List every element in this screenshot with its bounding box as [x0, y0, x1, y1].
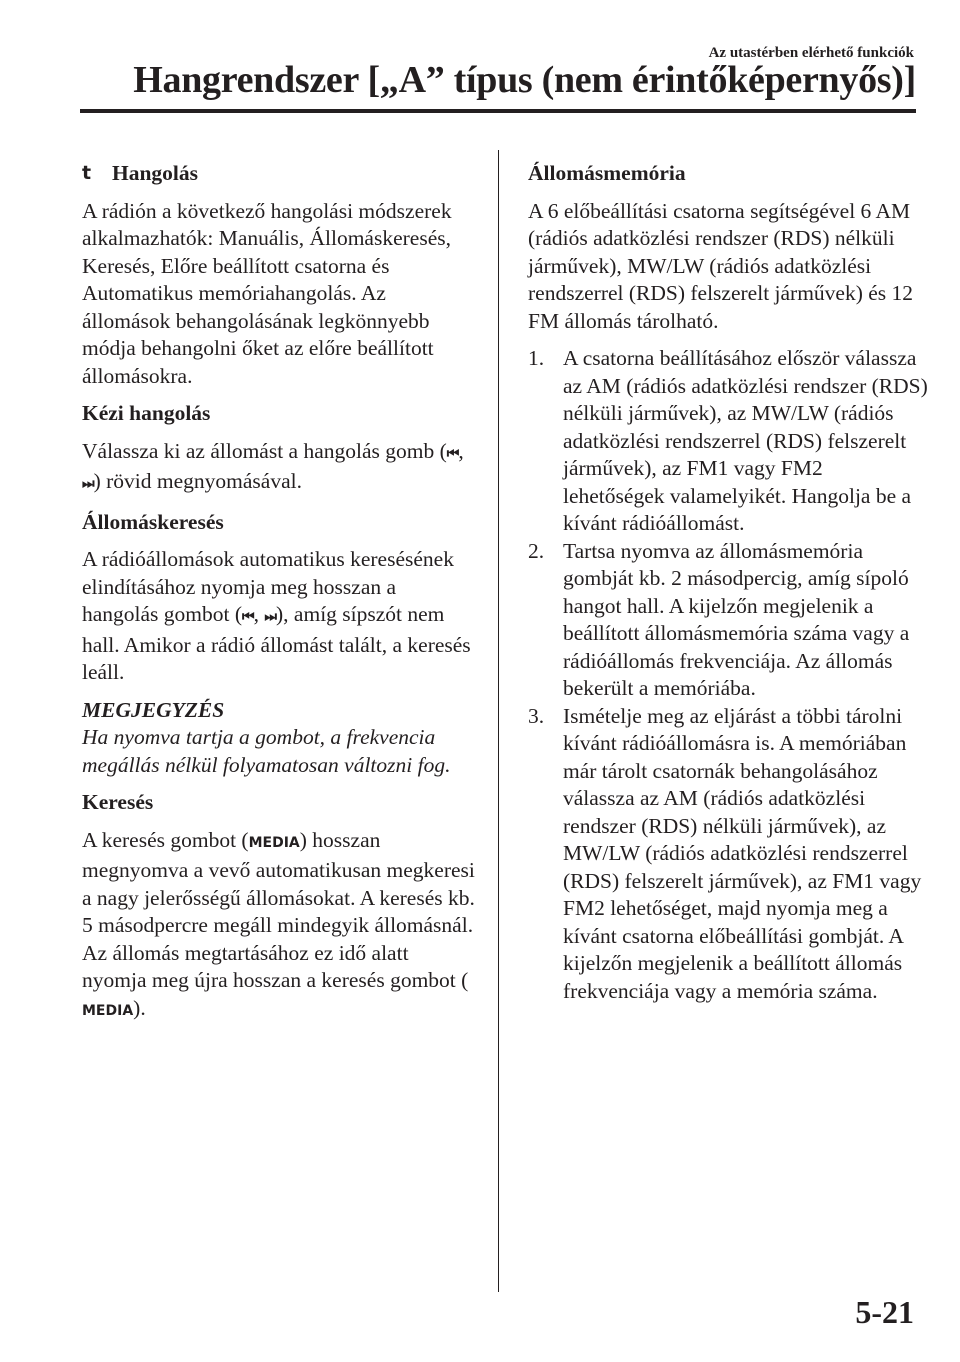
- scan-text-before: A keresés gombot (: [82, 827, 249, 852]
- scan-heading: Keresés: [82, 790, 154, 814]
- media-button-icon: MEDIA: [248, 834, 300, 851]
- station-memory-heading: Állomásmemória: [528, 161, 686, 185]
- media-button-icon: MEDIA: [82, 1002, 134, 1019]
- list-item: [528, 703, 928, 1006]
- right-column: [528, 160, 928, 1005]
- station-memory-intro: A 6 előbeállítási csatorna segítségével 6 AM (rádiós adatközlési rendszer (RDS) nélküli járművek), MW/LW (rádiós adatközlési rendszerrel (RDS) felszerelt járművek) és 12 FM állomás tárolható.: [528, 198, 914, 333]
- list-item: [528, 538, 928, 703]
- bullet-marker-icon: t: [82, 162, 92, 184]
- step-text: A csatorna beállításához először válassza az AM (rádiós adatközlési rendszer (RDS) nélküli járművek), az MW/LW (rádiós adatközlési rendszerrel (RDS) felszerelt járművek), az FM1 vagy FM2 lehetőségek valamelyikét. Hangolja be a kívánt rádióállomást.: [563, 346, 928, 535]
- section-heading-text: Hangolás: [112, 161, 199, 185]
- seek-text-before: A rádióállomások automatikus keresésének elindításához nyomja meg hosszan a hangolás gombot (: [82, 547, 454, 626]
- seek-text: [82, 546, 477, 687]
- step-number: 2.: [528, 538, 545, 563]
- section-heading-tuning: [82, 160, 477, 188]
- left-column: [82, 160, 477, 1035]
- section-label: Az utastérben elérhető funkciók: [708, 45, 914, 61]
- header-rule: [80, 109, 916, 113]
- scan-text-middle: ) hosszan megnyomva a vevő automatikusan megkeresi a nagy jelerősségű állomásokat. A keresés kb. 5 másodpercre megáll mindegyik állomásnál. Az állomás megtartásához ez idő alatt nyomja meg újra hosszan a keresés gombot (: [82, 827, 475, 992]
- step-text: Ismételje meg az eljárást a többi tárolni kívánt rádióállomásra is. A memóriában már tárolt csatornák behangolásához válassza az AM (rádiós adatközlési rendszer (RDS) nélküli járművek), az MW/LW (rádiós adatközlési rendszerrel (RDS) felszerelt járművek), az FM1 vagy FM2 lehetőséget, majd nyomja meg a kívánt csatorna előbeállítási gombját. A kijelzőn megjelenik a beállított állomás frekvenciája vagy a memória száma.: [563, 703, 922, 1003]
- separator: ,: [253, 602, 265, 626]
- seek-back-icon: ⏮: [242, 609, 254, 625]
- manual-tuning-heading: Kézi hangolás: [82, 401, 211, 425]
- note-heading: MEGJEGYZÉS: [82, 697, 225, 722]
- steps-list: [528, 345, 928, 1005]
- seek-text-after: ), amíg sípszót nem hall. Amikor a rádió állomást talált, a keresés leáll.: [82, 602, 471, 684]
- seek-forward-icon: ⏭: [82, 476, 94, 492]
- step-text: Tartsa nyomva az állomásmemória gombját kb. 2 másodpercig, amíg sípoló hangot hall. A kijelzőn megjelenik a beállított állomásmemória száma vagy a rádióállomás frekvenciája. Az állomás bekerült a memóriába.: [563, 538, 910, 700]
- manual-tuning-text: [82, 438, 477, 499]
- manual-text-after: ) rövid megnyomásával.: [93, 469, 302, 493]
- step-number: 3.: [528, 703, 545, 728]
- seek-back-icon: ⏮: [446, 445, 459, 462]
- note-body: Ha nyomva tartja a gombot, a frekvencia megállás nélkül folyamatosan változni fog.: [82, 725, 451, 777]
- step-number: 1.: [528, 346, 545, 370]
- list-item: [528, 345, 928, 538]
- column-divider: [498, 150, 499, 1292]
- scan-text: [82, 827, 477, 1026]
- page-number: 5-21: [855, 1294, 914, 1330]
- tuning-intro: A rádión a következő hangolási módszerek alkalmazhatók: Manuális, Állomáskeresés, Keresés, Előre beállított csatorna és Automatikus memóriahangolás. Az állomások behangolásának legkönnyebb módja behangolni őket az előre beállított állomásokra.: [82, 198, 452, 388]
- manual-text-before: Válassza ki az állomást a hangolás gomb (: [82, 438, 447, 463]
- seek-heading: Állomáskeresés: [82, 509, 224, 534]
- scan-text-after: ).: [133, 995, 146, 1020]
- separator: ,: [458, 438, 464, 463]
- seek-forward-icon: ⏭: [264, 609, 277, 625]
- page-title: Hangrendszer [„A” típus (nem érintőképernyős)]: [133, 59, 916, 101]
